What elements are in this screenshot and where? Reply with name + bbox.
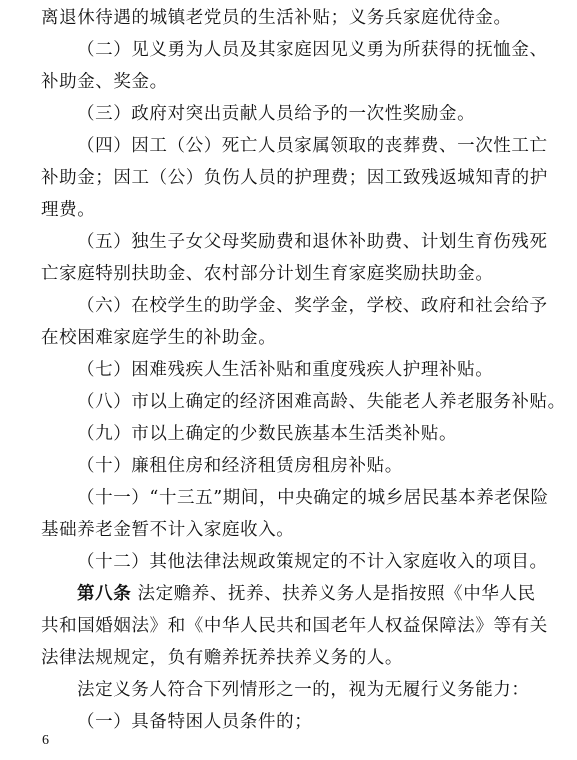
text-line: 共和国婚姻法》和《中华人民共和国老年人权益保障法》等有关 <box>41 616 548 636</box>
text-line: （八）市以上确定的经济困难高龄、失能老人养老服务补贴。 <box>77 392 566 412</box>
text-line: 基础养老金暂不计入家庭收入。 <box>41 520 295 540</box>
text-line: 补助金、奖金。 <box>41 72 168 92</box>
text-line: （一）具备特困人员条件的； <box>77 712 313 732</box>
article-heading: 第八条 <box>77 584 132 604</box>
text-line: 在校困难家庭学生的补助金。 <box>41 328 277 348</box>
text-line: （五）独生子女父母奖励费和退休补助费、计划生育伤残死 <box>77 232 548 252</box>
text-line: （九）市以上确定的少数民族基本生活类补贴。 <box>77 424 458 444</box>
text-line: 亡家庭特别扶助金、农村部分计划生育家庭奖励扶助金。 <box>41 264 494 284</box>
text-line: 法律法规规定，负有赡养抚养扶养义务的人。 <box>41 648 403 668</box>
text-line: 补助金；因工（公）负伤人员的护理费；因工致残返城知青的护 <box>41 168 548 188</box>
text-line: （十二）其他法律法规政策规定的不计入家庭收入的项目。 <box>77 552 548 572</box>
text-line: （三）政府对突出贡献人员给予的一次性奖励金。 <box>77 104 476 124</box>
text-line: （四）因工（公）死亡人员家属领取的丧葬费、一次性工亡 <box>77 136 548 156</box>
text-line: （十一）“十三五”期间，中央确定的城乡居民基本养老保险 <box>77 488 549 508</box>
page-number: 6 <box>42 733 49 748</box>
article-paragraph-line <box>0 582 577 606</box>
text-line: 法定义务人符合下列情形之一的，视为无履行义务能力： <box>77 680 530 700</box>
text-line: （七）困难残疾人生活补贴和重度残疾人护理补贴。 <box>77 360 494 380</box>
text-line: 离退休待遇的城镇老党员的生活补贴；义务兵家庭优待金。 <box>41 8 512 28</box>
text-line: 理费。 <box>41 200 96 220</box>
text-line: （二）见义勇为人员及其家庭因见义勇为所获得的抚恤金、 <box>77 40 548 60</box>
text-line: （六）在校学生的助学金、奖学金，学校、政府和社会给予 <box>77 296 548 316</box>
article-text: 法定赡养、抚养、扶养义务人是指按照《中华人民 <box>137 584 536 604</box>
text-line: （十）廉租住房和经济租赁房租房补贴。 <box>77 456 403 476</box>
